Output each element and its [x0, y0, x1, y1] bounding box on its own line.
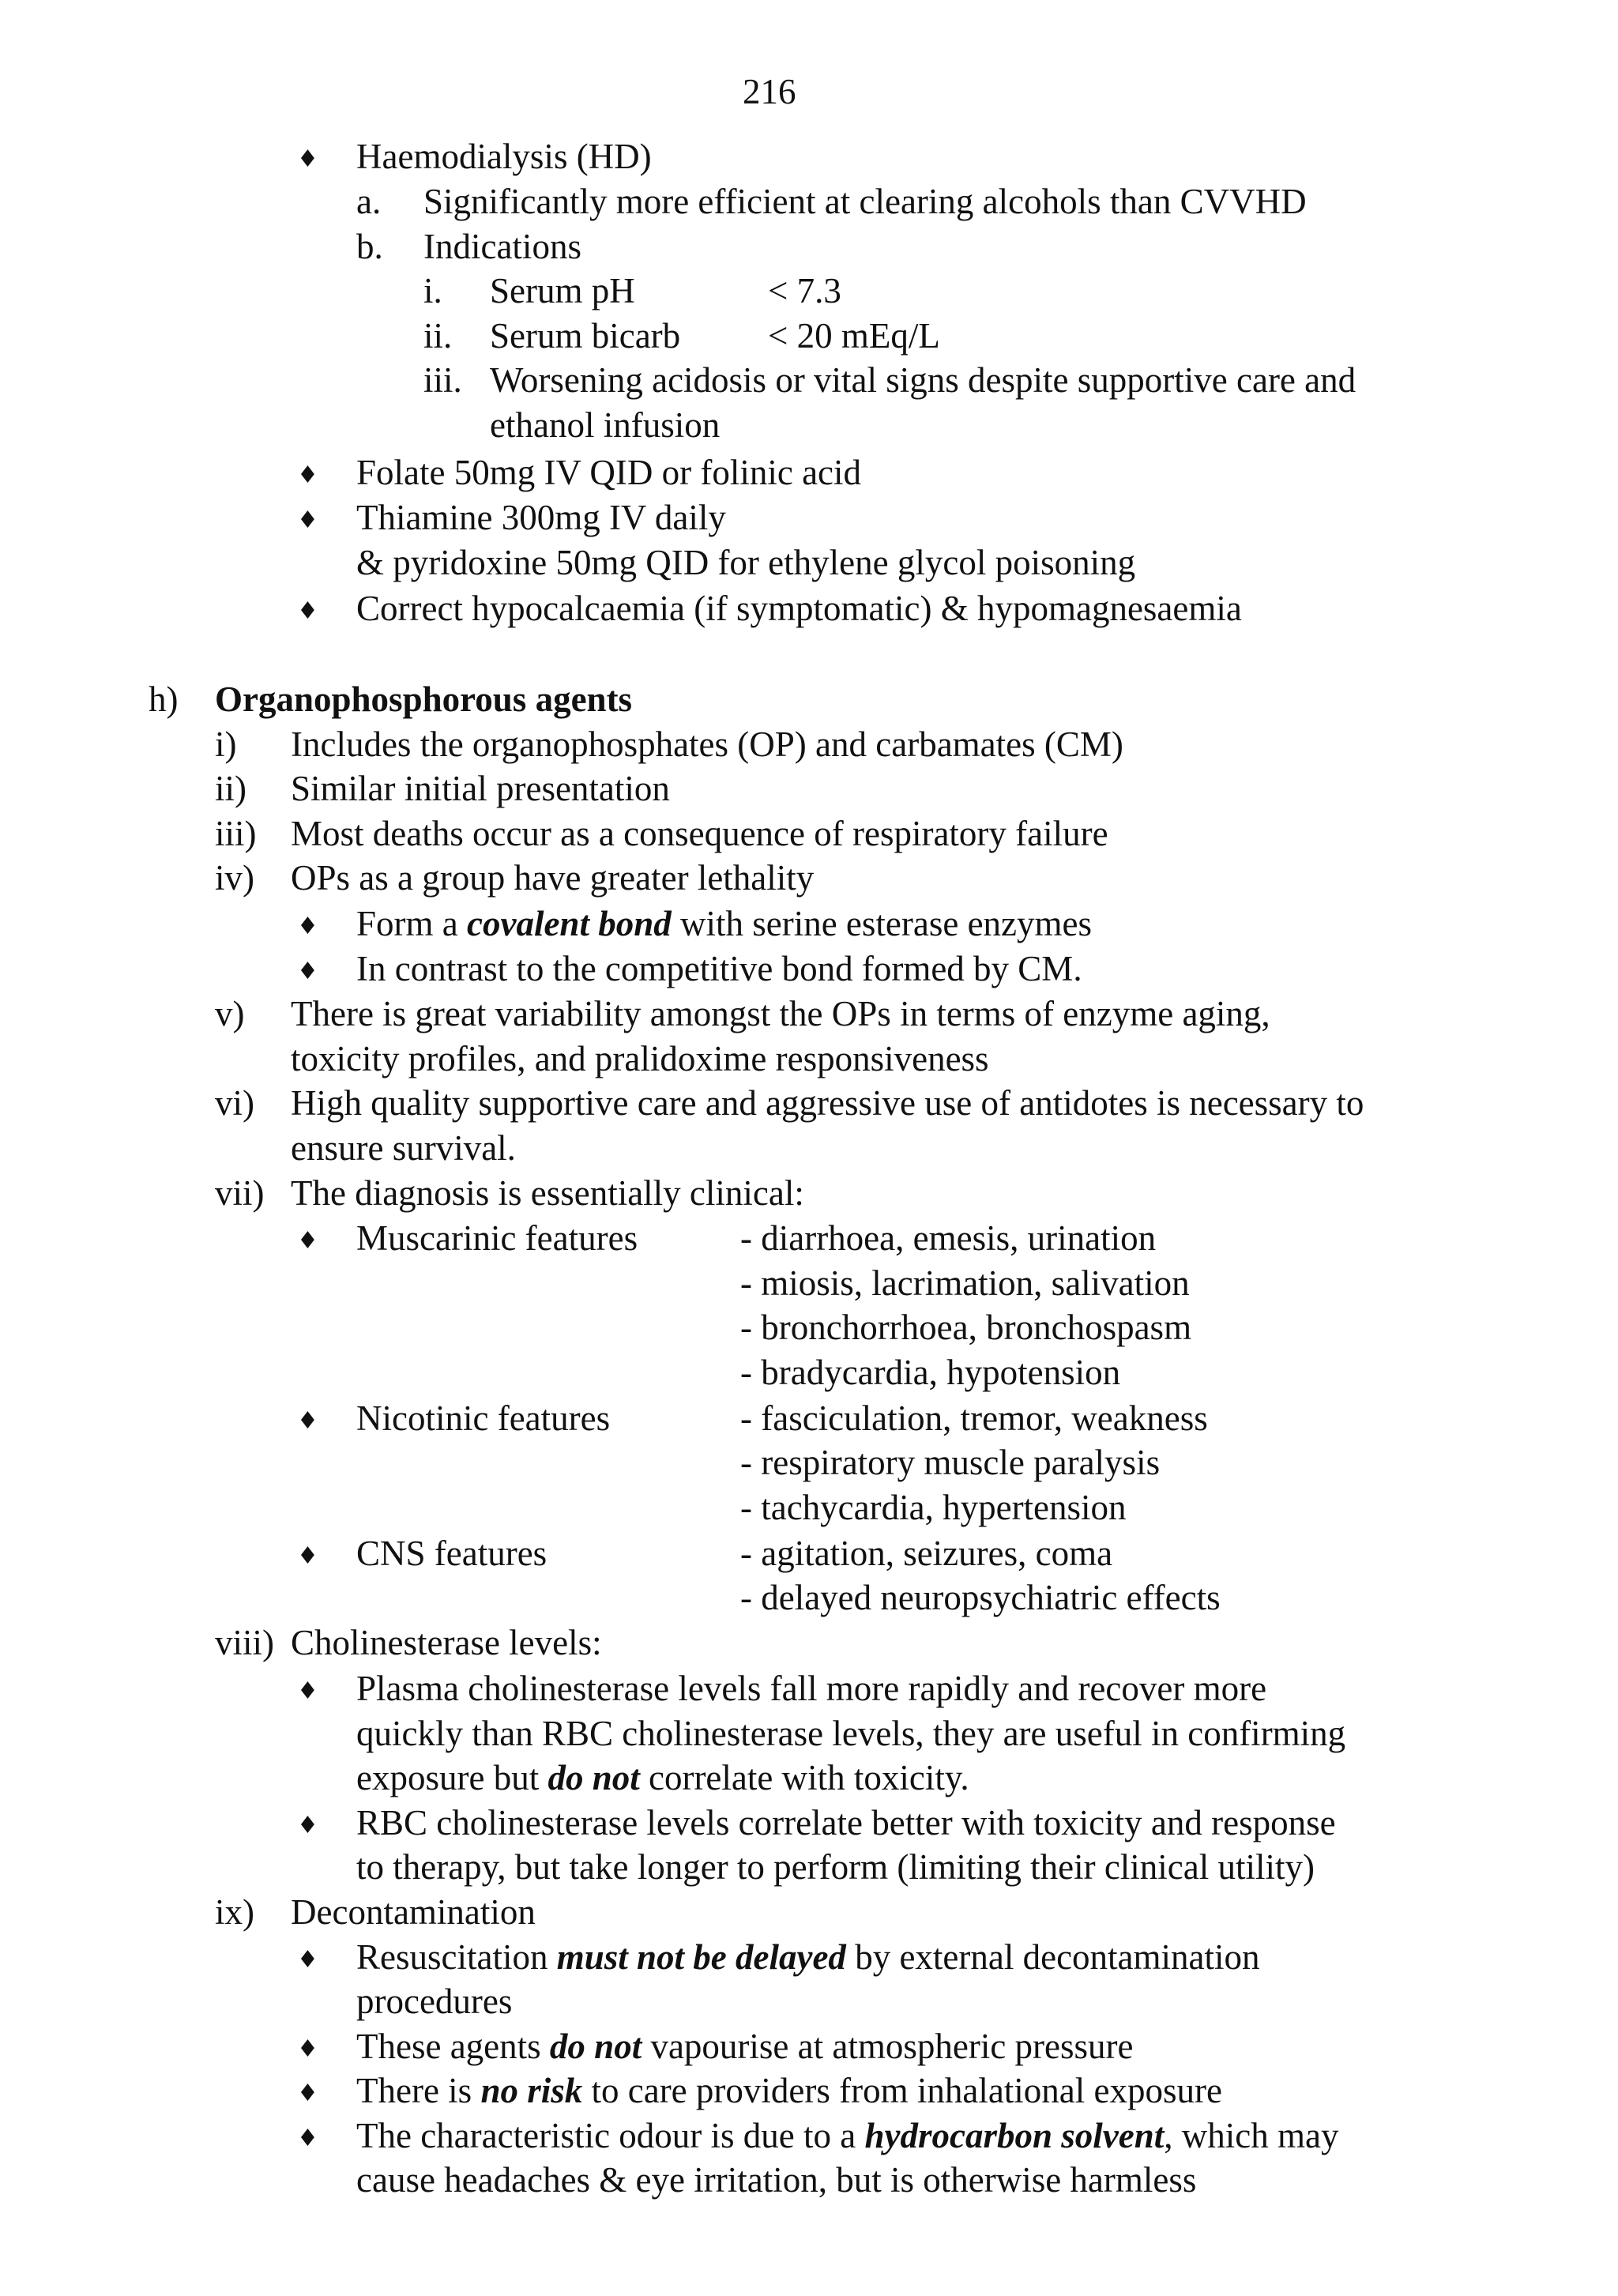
bullet-icon: ♦ — [297, 461, 318, 489]
list-item: The characteristic odour is due to a hydrocarbon solvent, which may — [356, 2116, 1339, 2155]
list-marker: iv) — [215, 858, 254, 898]
list-marker: iii. — [423, 360, 462, 400]
list-item: Similar initial presentation — [291, 769, 670, 808]
list-item: High quality supportive care and aggressive use of antidotes is necessary to — [291, 1083, 1364, 1123]
list-marker: i) — [215, 725, 237, 764]
correct-text: Correct hypocalcaemia (if symptomatic) & hypomagnesaemia — [356, 589, 1242, 628]
list-item: Most deaths occur as a consequence of respiratory failure — [291, 814, 1108, 853]
list-marker: ii) — [215, 769, 246, 808]
list-marker: ix) — [215, 1892, 254, 1932]
list-item: There is great variability amongst the OPs in terms of enzyme aging, — [291, 994, 1270, 1033]
list-marker: vii) — [215, 1173, 265, 1213]
indication-text: ethanol infusion — [490, 405, 721, 445]
indication-value: < 20 mEq/L — [768, 316, 940, 356]
feature-item: - bradycardia, hypotension — [740, 1353, 1121, 1392]
list-item: to therapy, but take longer to perform (limiting their clinical utility) — [356, 1847, 1315, 1887]
hd-item-b: Indications — [423, 227, 581, 266]
thiamine-text: Thiamine 300mg IV daily — [356, 498, 726, 537]
bullet-icon: ♦ — [297, 1407, 318, 1435]
bullet-icon: ♦ — [297, 506, 318, 534]
list-item: exposure but do not correlate with toxicity. — [356, 1758, 969, 1797]
list-item: RBC cholinesterase levels correlate better with toxicity and response — [356, 1803, 1336, 1842]
feature-item: - delayed neuropsychiatric effects — [740, 1578, 1221, 1617]
feature-item: - diarrhoea, emesis, urination — [740, 1218, 1157, 1258]
list-item: OPs as a group have greater lethality — [291, 858, 815, 898]
indication-text: Worsening acidosis or vital signs despite supportive care and — [490, 360, 1356, 400]
feature-label: Muscarinic features — [356, 1218, 638, 1258]
page-number: 216 — [743, 72, 796, 111]
list-item: Resuscitation must not be delayed by external decontamination — [356, 1937, 1260, 1977]
feature-item: - respiratory muscle paralysis — [740, 1443, 1161, 1482]
list-item: Decontamination — [291, 1892, 536, 1932]
list-item: In contrast to the competitive bond formed by CM. — [356, 949, 1082, 988]
bullet-icon: ♦ — [297, 145, 318, 173]
feature-item: - agitation, seizures, coma — [740, 1534, 1113, 1573]
list-item: These agents do not vapourise at atmospheric pressure — [356, 2027, 1134, 2066]
bullet-icon: ♦ — [297, 1542, 318, 1570]
list-item: Plasma cholinesterase levels fall more rapidly and recover more — [356, 1669, 1267, 1708]
list-item: Includes the organophosphates (OP) and carbamates (CM) — [291, 725, 1123, 764]
list-item: cause headaches & eye irritation, but is otherwise harmless — [356, 2160, 1197, 2200]
list-marker: viii) — [215, 1623, 274, 1662]
hd-item-a: Significantly more efficient at clearing alcohols than CVVHD — [423, 182, 1307, 221]
list-item: Form a covalent bond with serine esterase enzymes — [356, 904, 1093, 943]
feature-item: - tachycardia, hypertension — [740, 1488, 1127, 1527]
bullet-icon: ♦ — [297, 1227, 318, 1255]
list-marker: i. — [423, 271, 442, 311]
bullet-icon: ♦ — [297, 958, 318, 985]
list-item: toxicity profiles, and pralidoxime responsiveness — [291, 1039, 989, 1078]
feature-item: - miosis, lacrimation, salivation — [740, 1263, 1190, 1303]
bullet-icon: ♦ — [297, 2035, 318, 2063]
list-item: ensure survival. — [291, 1128, 516, 1168]
list-item: Cholinesterase levels: — [291, 1623, 602, 1662]
list-marker: a. — [356, 182, 382, 221]
list-marker: ii. — [423, 316, 453, 356]
hd-title: Haemodialysis (HD) — [356, 137, 652, 176]
feature-label: Nicotinic features — [356, 1398, 611, 1438]
feature-item: - bronchorrhoea, bronchospasm — [740, 1308, 1192, 1347]
list-item: procedures — [356, 1982, 513, 2021]
bullet-icon: ♦ — [297, 2080, 318, 2107]
indication-label: Serum pH — [490, 271, 635, 311]
list-marker: v) — [215, 994, 245, 1033]
list-item: quickly than RBC cholinesterase levels, they are useful in confirming — [356, 1714, 1346, 1753]
section-title: Organophosphorous agents — [215, 679, 633, 719]
bullet-icon: ♦ — [297, 2125, 318, 2152]
list-item: There is no risk to care providers from inhalational exposure — [356, 2071, 1222, 2110]
bullet-icon: ♦ — [297, 1677, 318, 1705]
list-item: The diagnosis is essentially clinical: — [291, 1173, 804, 1213]
list-marker: vi) — [215, 1083, 254, 1123]
thiamine-text: & pyridoxine 50mg QID for ethylene glycol poisoning — [356, 543, 1136, 582]
bullet-icon: ♦ — [297, 913, 318, 940]
feature-item: - fasciculation, tremor, weakness — [740, 1398, 1208, 1438]
list-marker: iii) — [215, 814, 257, 853]
folate-text: Folate 50mg IV QID or folinic acid — [356, 453, 862, 492]
section-marker: h) — [149, 679, 179, 719]
bullet-icon: ♦ — [297, 1946, 318, 1974]
indication-value: < 7.3 — [768, 271, 841, 311]
list-marker: b. — [356, 227, 383, 266]
bullet-icon: ♦ — [297, 597, 318, 625]
bullet-icon: ♦ — [297, 1812, 318, 1839]
indication-label: Serum bicarb — [490, 316, 681, 356]
feature-label: CNS features — [356, 1534, 547, 1573]
